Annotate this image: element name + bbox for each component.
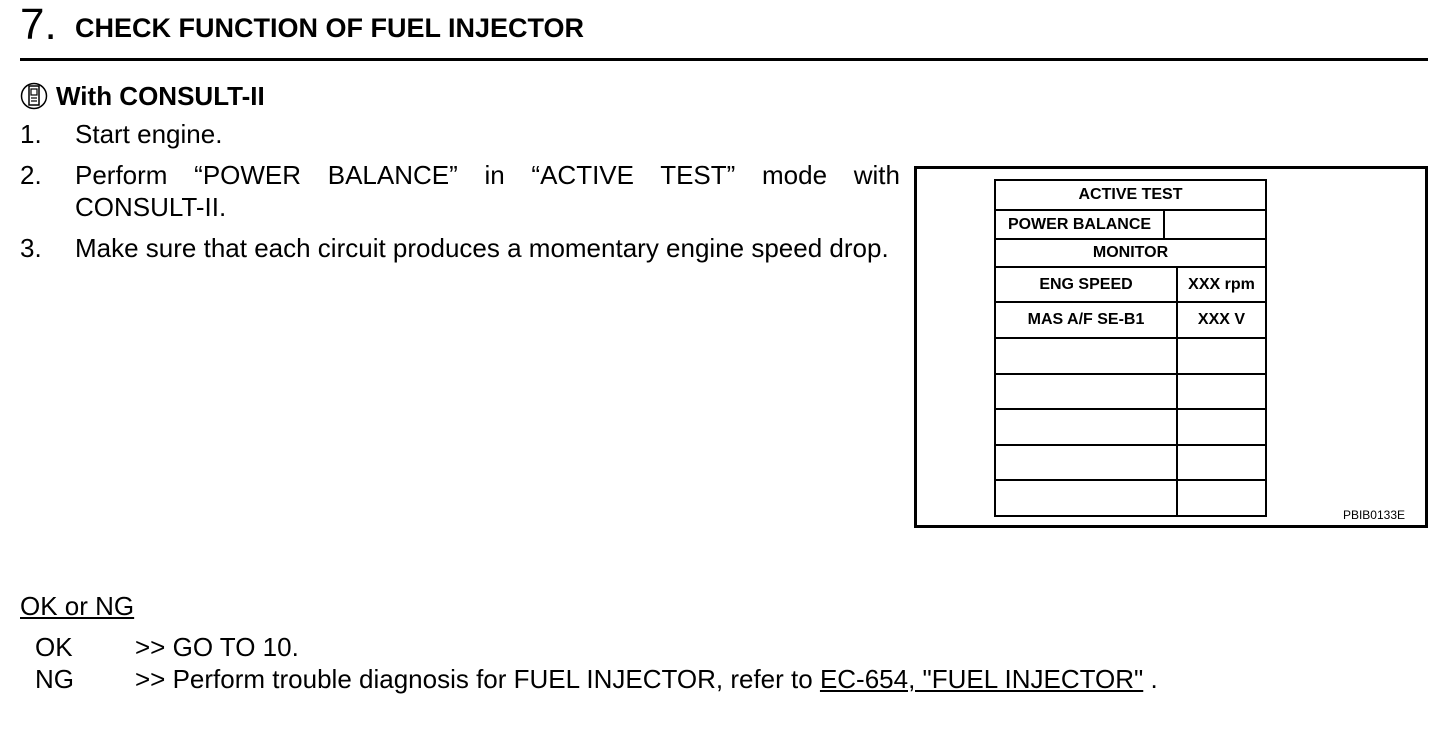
monitor-empty-row	[996, 410, 1265, 446]
ng-action: >> Perform trouble diagnosis for FUEL INJECTOR, refer to	[135, 664, 813, 694]
section-title: CHECK FUNCTION OF FUEL INJECTOR	[75, 13, 585, 43]
step-index: 2.	[20, 160, 42, 190]
monitor-value: XXX rpm	[1188, 275, 1255, 293]
step-text: Make sure that each circuit produces a momentary engine speed drop.	[75, 233, 889, 263]
step-index: 1.	[20, 119, 42, 149]
monitor-label: MONITOR	[1092, 244, 1169, 261]
ng-result-row	[35, 663, 1158, 695]
monitor-value: XXX V	[1197, 311, 1246, 328]
procedure-steps	[20, 118, 900, 273]
monitor-empty-row	[996, 481, 1265, 515]
monitor-item	[996, 375, 1178, 408]
ng-suffix: .	[1143, 664, 1158, 694]
consult-screen-figure	[914, 166, 1428, 528]
monitor-item	[996, 339, 1178, 373]
active-test-screen	[994, 179, 1267, 517]
step-text: Start engine.	[75, 119, 223, 149]
ok-key: OK	[35, 632, 73, 662]
monitor-empty-row	[996, 375, 1265, 410]
ng-key: NG	[35, 664, 74, 694]
step-item	[20, 159, 900, 223]
monitor-empty-row	[996, 339, 1265, 375]
figure-code: PBIB0133E	[1342, 508, 1405, 522]
step-number: 7.	[20, 0, 57, 49]
test-item-value	[1165, 211, 1265, 238]
consult-tool-icon	[20, 81, 48, 111]
screen-title: ACTIVE TEST	[1078, 186, 1183, 203]
monitor-row	[996, 240, 1265, 268]
step-item	[20, 232, 900, 264]
monitor-empty-row	[996, 446, 1265, 481]
step-text: Perform “POWER BALANCE” in “ACTIVE TEST” mode with CONSULT-II.	[75, 160, 900, 222]
method-label: With CONSULT-II	[56, 80, 265, 111]
monitor-data-row	[996, 303, 1265, 339]
monitor-item	[996, 446, 1178, 479]
monitor-data-row	[996, 268, 1265, 303]
screen-title-row	[996, 181, 1265, 211]
test-item-label: POWER BALANCE	[996, 211, 1165, 238]
section-header	[20, 0, 1428, 61]
step-item	[20, 118, 900, 150]
step-index: 3.	[20, 233, 42, 263]
ok-result-row	[35, 631, 299, 663]
monitor-item: ENG SPEED	[996, 268, 1178, 301]
fuel-injector-reference-link[interactable]: EC-654, "FUEL INJECTOR"	[819, 664, 1144, 694]
test-item-row	[996, 211, 1265, 240]
ok-action: >> GO TO 10.	[135, 632, 299, 662]
monitor-item: MAS A/F SE-B1	[996, 303, 1178, 337]
monitor-item	[996, 410, 1178, 444]
monitor-item	[996, 481, 1178, 515]
method-heading	[20, 80, 265, 112]
result-label: OK or NG	[20, 591, 135, 621]
